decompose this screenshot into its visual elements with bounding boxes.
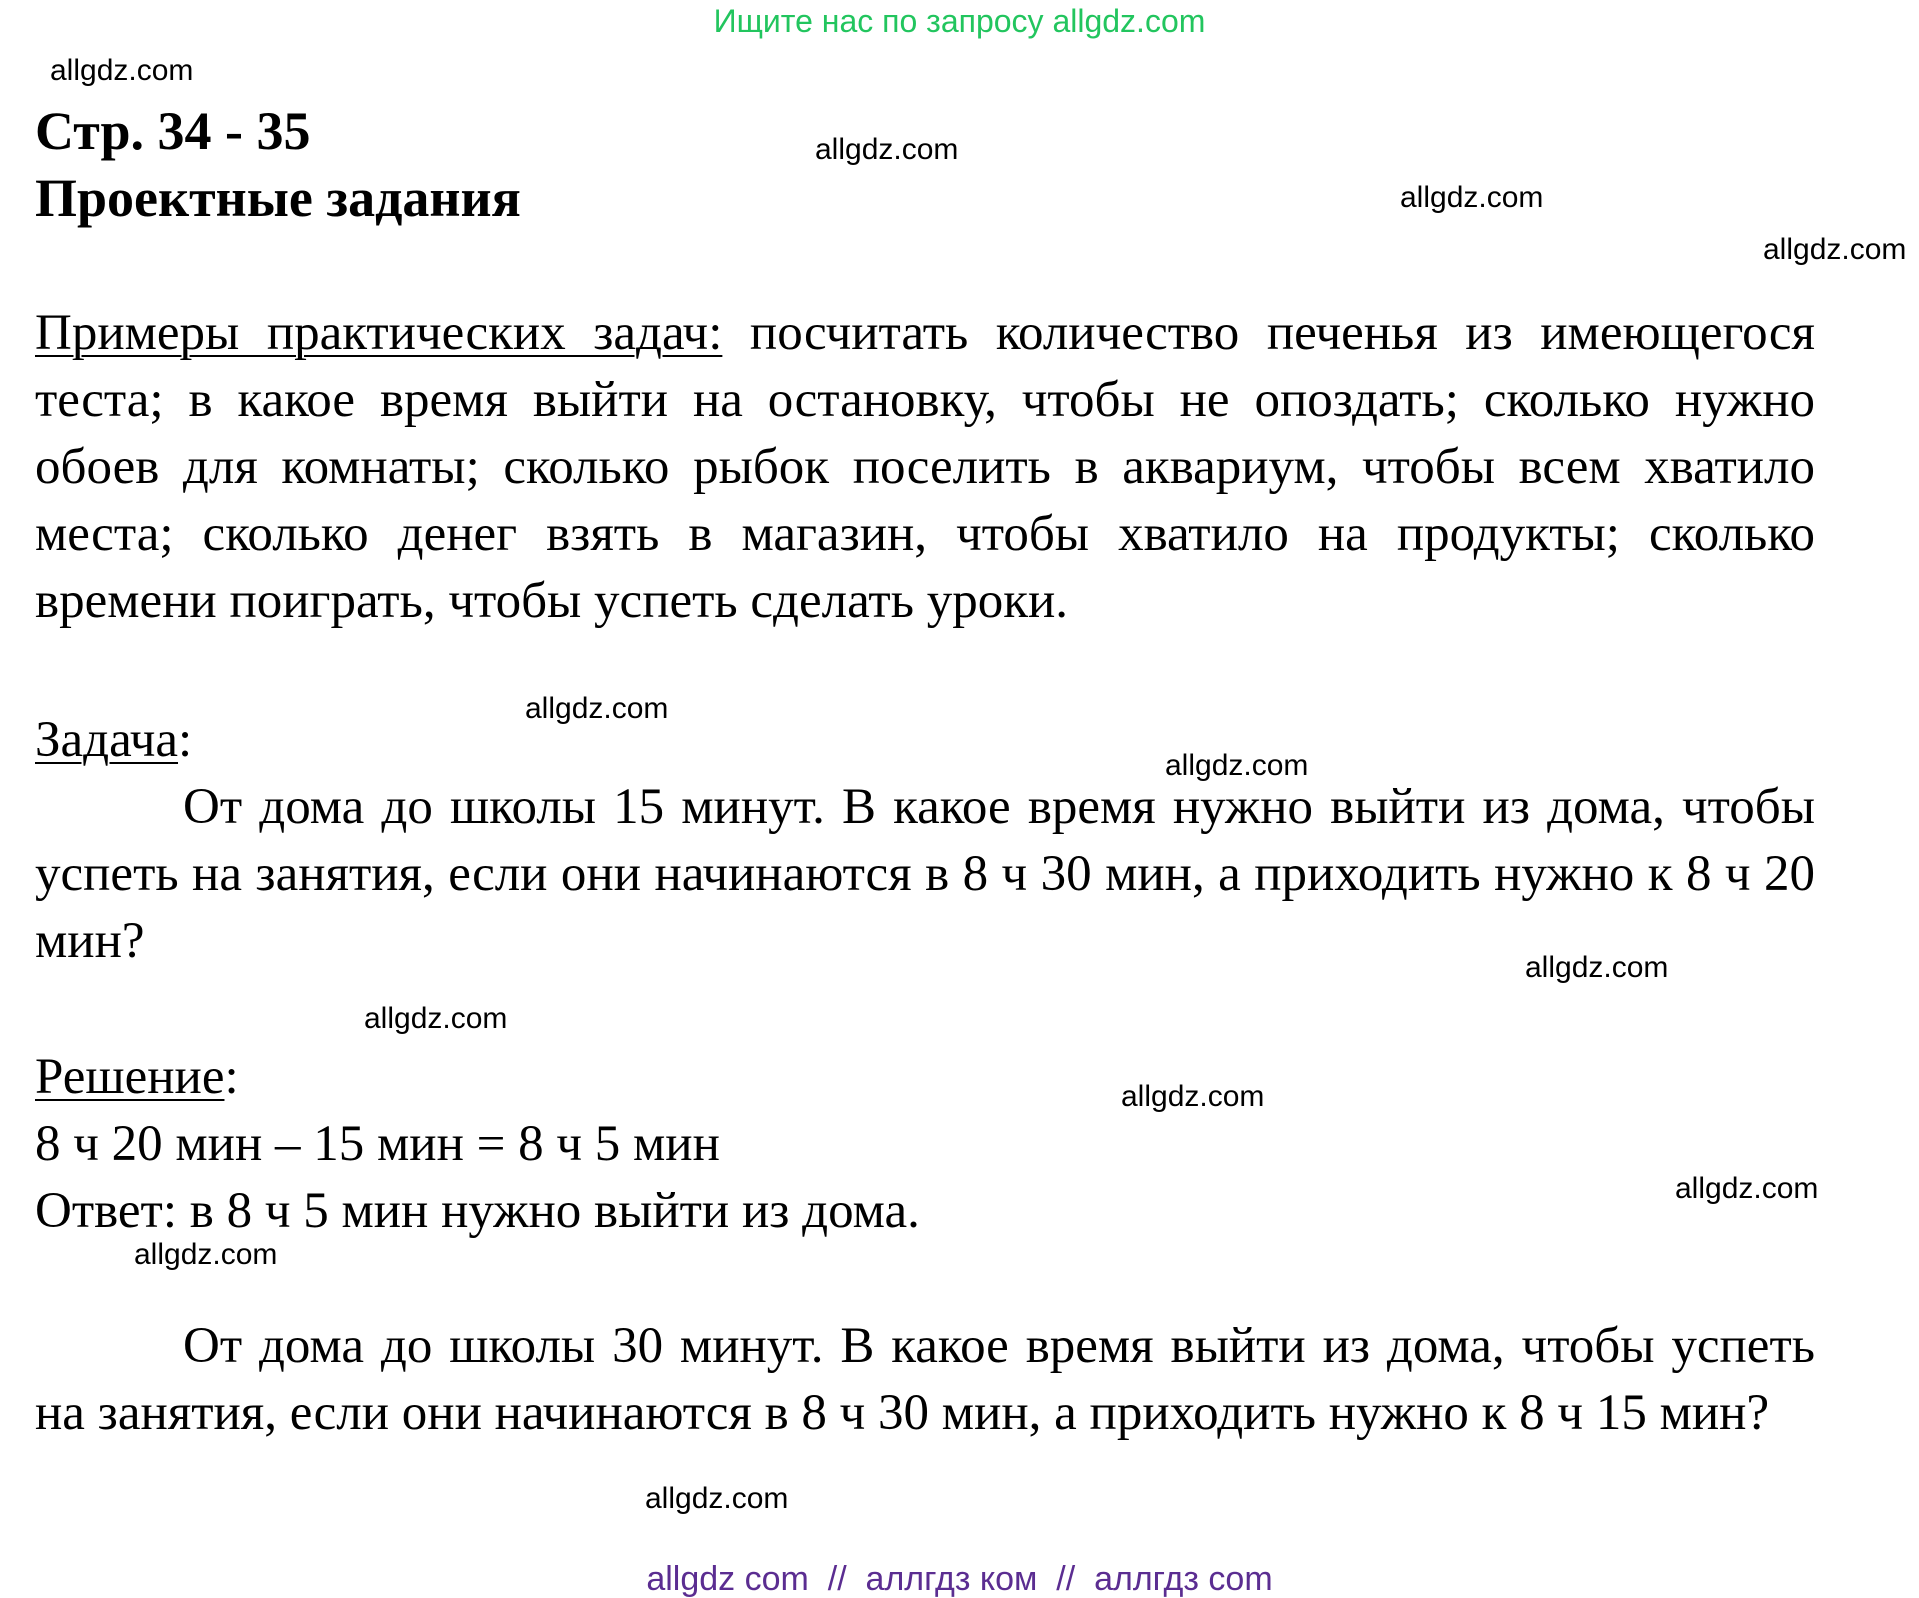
watermark: allgdz.com [815, 133, 959, 166]
examples-label: Примеры практических задач: [35, 305, 723, 361]
solution-equation: 8 ч 20 мин – 15 мин = 8 ч 5 мин [35, 1116, 720, 1172]
task-heading [35, 707, 192, 774]
watermark: allgdz.com [1121, 1080, 1265, 1113]
watermark: allgdz.com [134, 1238, 278, 1271]
task2-paragraph [35, 1313, 1815, 1447]
watermark: allgdz.com [1675, 1172, 1819, 1205]
watermark: allgdz.com [1763, 233, 1907, 266]
examples-text: посчитать количество печенья из имеющегося теста; в какое время выйти на остановку, чтобы не опоздать; сколько нужно обоев для комнаты; сколько рыбок поселить в аквариум, чтобы всем хватило места; сколько денег взять в магазин, чтобы хватило на продукты; сколько времени поиграть, чтобы успеть сделать уроки. [35, 305, 1815, 629]
task1-paragraph [35, 774, 1815, 975]
task-label: Задача [35, 712, 179, 768]
watermark: allgdz.com [525, 692, 669, 725]
watermark: allgdz.com [364, 1002, 508, 1035]
watermark: allgdz.com [1165, 749, 1309, 782]
task-colon: : [178, 712, 193, 768]
watermark: allgdz.com [645, 1482, 789, 1515]
task2-text: От дома до школы 30 минут. В какое время выйти из дома, чтобы успеть на занятия, если они начинаются в 8 ч 30 мин, а приходить нужно к 8 ч 15 мин? [35, 1318, 1815, 1441]
solution-colon: : [224, 1049, 239, 1105]
task1-text: От дома до школы 15 минут. В какое время нужно выйти из дома, чтобы успеть на занятия, если они начинаются в 8 ч 30 мин, а приходить нужно к 8 ч 20 мин? [35, 779, 1815, 969]
watermark: allgdz.com [1400, 181, 1544, 214]
section-title: Проектные задания [35, 168, 521, 228]
watermark: allgdz.com [50, 54, 194, 87]
watermark: allgdz.com [1525, 951, 1669, 984]
page-range-title: Стр. 34 - 35 [35, 101, 311, 161]
examples-paragraph [35, 300, 1815, 635]
solution-answer: Ответ: в 8 ч 5 мин нужно выйти из дома. [35, 1183, 920, 1239]
footer-links: allgdz com // аллгдз ком // аллгдз com [646, 1560, 1273, 1598]
solution-label: Решение [35, 1049, 225, 1105]
top-banner: Ищите нас по запросу allgdz.com [713, 3, 1206, 39]
solution-heading [35, 1044, 239, 1111]
